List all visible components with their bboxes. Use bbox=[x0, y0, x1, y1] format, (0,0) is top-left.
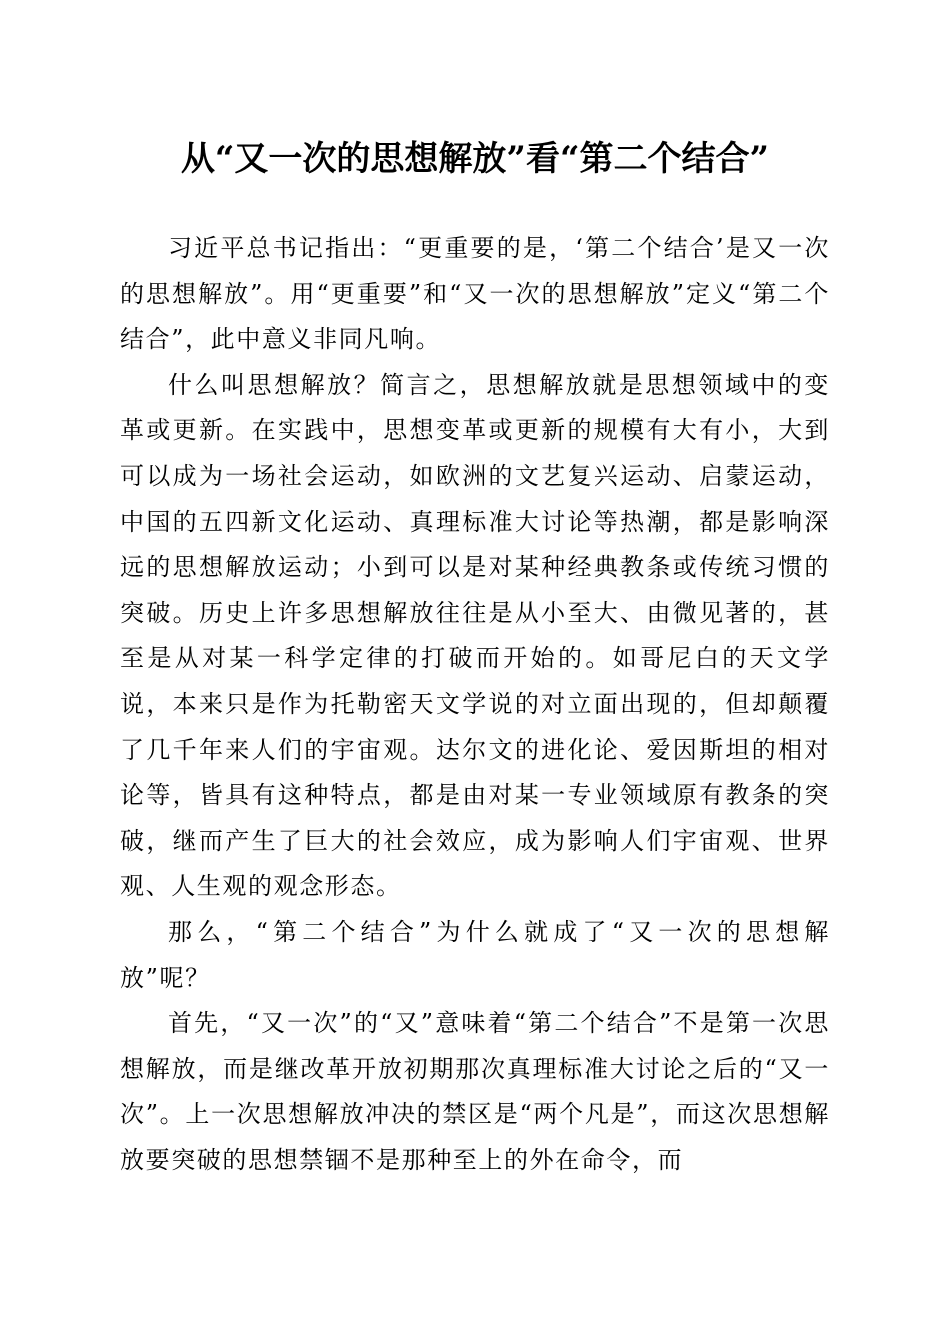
paragraph-2: 什么叫思想解放？简言之，思想解放就是思想领域中的变革或更新。在实践中，思想变革或更新的规模有大有小，大到可以成为一场社会运动，如欧洲的文艺复兴运动、启蒙运动，中国的五四新文化运动、真理标准大讨论等热潮，都是影响深远的思想解放运动；小到可以是对某种经典教条或传统习惯的突破。历史上许多思想解放往往是从小至大、由微见著的，甚至是从对某一科学定律的打破而开始的。如哥尼白的天文学说，本来只是作为托勒密天文学说的对立面出现的，但却颠覆了几千年来人们的宇宙观。达尔文的进化论、爱因斯坦的相对论等，皆具有这种特点，都是由对某一专业领域原有教条的突破，继而产生了巨大的社会效应，成为影响人们宇宙观、世界观、人生观的观念形态。 bbox=[120, 370, 830, 901]
paragraph-3: 那么，“第二个结合”为什么就成了“又一次的思想解放”呢？ bbox=[120, 917, 830, 992]
document-title: 从“又一次的思想解放”看“第二个结合” bbox=[180, 139, 770, 179]
document-body bbox=[120, 226, 830, 1183]
paragraph-4: 首先，“又一次”的“又”意味着“第二个结合”不是第一次思想解放，而是继改革开放初期那次真理标准大讨论之后的“又一次”。上一次思想解放冲决的禁区是“两个凡是”，而这次思想解放要突破的思想禁锢不是那种至上的外在命令，而 bbox=[120, 1009, 830, 1174]
paragraph-1: 习近平总书记指出：“更重要的是，‘第二个结合’是又一次的思想解放”。用“更重要”和“又一次的思想解放”定义“第二个结合”，此中意义非同凡响。 bbox=[120, 234, 830, 354]
